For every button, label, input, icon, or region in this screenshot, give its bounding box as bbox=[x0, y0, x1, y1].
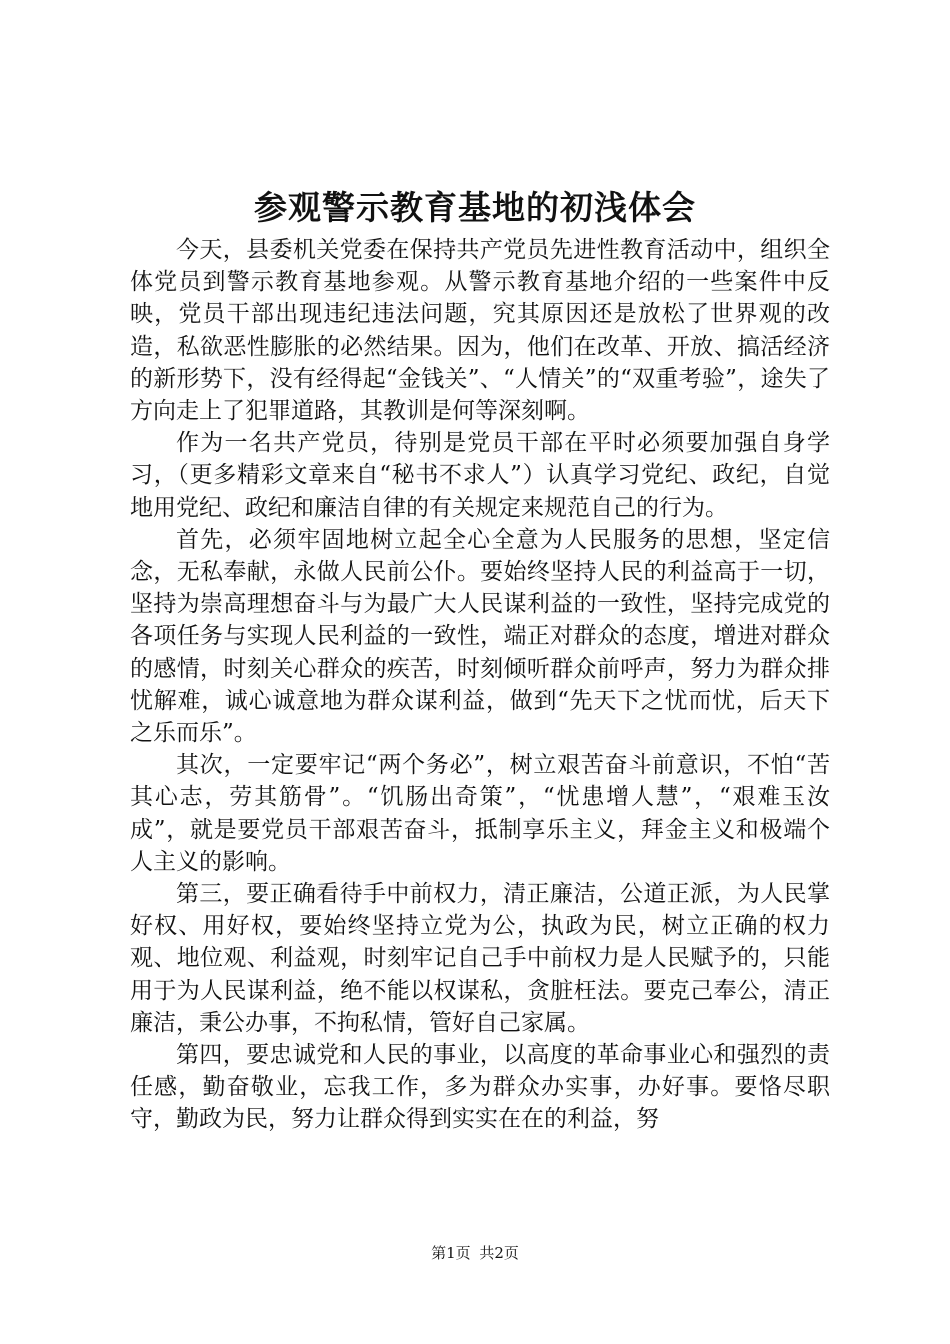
paragraph-5: 第三，要正确看待手中前权力，清正廉洁，公道正派，为人民掌好权、用好权，要始终坚持立党为公，执政为民，树立正确的权力观、地位观、利益观，时刻牢记自己手中前权力是人民赋予的，只能用于为人民谋利益，绝不能以权谋私，贪脏枉法。要克己奉公，清正廉洁，秉公办事，不拘私情，管好自己家属。 bbox=[130, 881, 830, 1036]
page-footer bbox=[0, 1243, 950, 1263]
document-title: 参观警示教育基地的初浅体会 bbox=[254, 188, 696, 227]
page-number: 第1页 bbox=[431, 1244, 471, 1262]
paragraph-6: 第四，要忠诚党和人民的事业，以高度的革命事业心和强烈的责任感，勤奋敬业，忘我工作，多为群众办实事，办好事。要恪尽职守，勤政为民，努力让群众得到实实在在的利益，努 bbox=[130, 1042, 830, 1133]
document-body bbox=[130, 234, 830, 1136]
paragraph-3: 首先，必须牢固地树立起全心全意为人民服务的思想，坚定信念，无私奉献，永做人民前公仆。要始终坚持人民的利益高于一切，坚持为崇高理想奋斗与为最广大人民谋利益的一致性，坚持完成党的各项任务与实现人民利益的一致性，端正对群众的态度，增进对群众的感情，时刻关心群众的疾苦，时刻倾听群众前呼声，努力为群众排忧解难，诚心诚意地为群众谋利益，做到“先天下之忧而忧，后天下之乐而乐”。 bbox=[130, 526, 830, 747]
paragraph-4: 其次，一定要牢记“两个务必”，树立艰苦奋斗前意识，不怕“苦其心志，劳其筋骨”。“饥肠出奇策”，“忧患增人慧”，“艰难玉汝成”，就是要党员干部艰苦奋斗，抵制享乐主义，拜金主义和极端个人主义的影响。 bbox=[130, 752, 830, 875]
paragraph-1: 今天，县委机关党委在保持共产党员先进性教育活动中，组织全体党员到警示教育基地参观。从警示教育基地介绍的一些案件中反映，党员干部出现违纪违法问题，究其原因还是放松了世界观的改造，私欲恶性膨胀的必然结果。因为，他们在改革、开放、搞活经济的新形势下，没有经得起“金钱关”、“人情关”的“双重考验”，途失了方向走上了犯罪道路，其教训是何等深刻啊。 bbox=[130, 237, 830, 425]
total-pages: 共2页 bbox=[479, 1244, 519, 1262]
paragraph-2: 作为一名共产党员，待别是党员干部在平时必须要加强自身学习，（更多精彩文章来自“秘书不求人”）认真学习党纪、政纪，自觉地用党纪、政纪和廉洁自律的有关规定来规范自己的行为。 bbox=[130, 430, 830, 521]
